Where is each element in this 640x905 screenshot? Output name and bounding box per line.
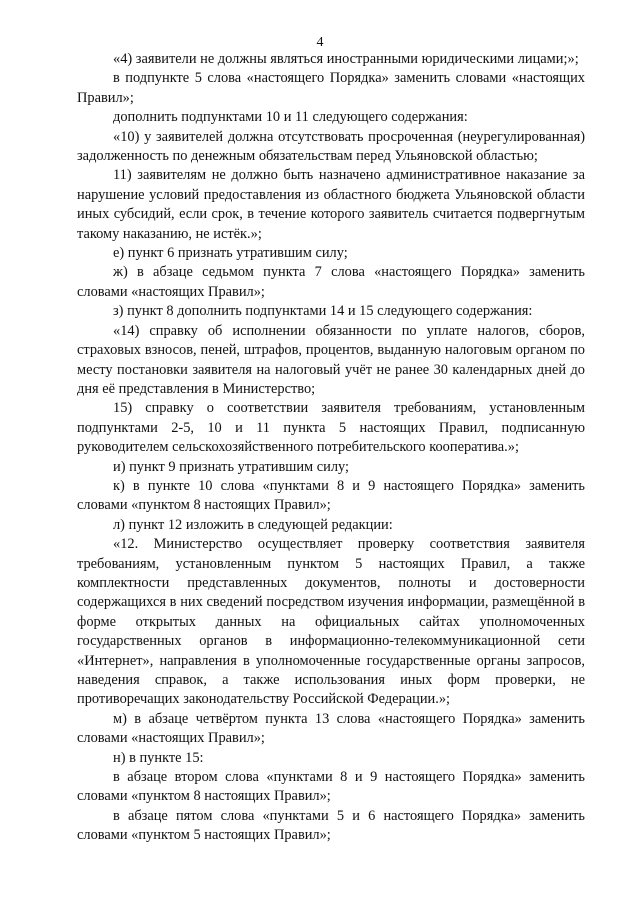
paragraph: в подпункте 5 слова «настоящего Порядка» заменить словами «настоящих Правил»; bbox=[77, 70, 585, 106]
page-number: 4 bbox=[316, 35, 324, 50]
paragraph: 11) заявителям не должно быть назначено административное наказание за нарушение условий предоставления из областного бюджета Ульяновской области иных субсидий, если срок, в течение которого заявитель считается подвергнутым такому наказанию, не истёк.»; bbox=[77, 167, 585, 242]
paragraph: «14) справку об исполнении обязанности по уплате налогов, сборов, страховых взносов, пеней, штрафов, процентов, выданную налоговым органом по месту постановки заявителя на налоговый учёт не ранее 30 календарных дней до дня её представления в Министерство; bbox=[77, 322, 585, 397]
document-body bbox=[77, 50, 585, 846]
paragraph: м) в абзаце четвёртом пункта 13 слова «настоящего Порядка» заменить словами «настоящих Правил»; bbox=[77, 710, 585, 747]
paragraph: е) пункт 6 признать утратившим силу; bbox=[113, 245, 348, 262]
paragraph: 15) справку о соответствии заявителя требованиям, установленным подпунктами 2-5, 10 и 11 пункта 5 настоящих Правил, подписанную руководителем сельскохозяйственного потребительского кооператива.»; bbox=[77, 400, 585, 456]
paragraph: н) в пункте 15: bbox=[113, 749, 204, 766]
paragraph: и) пункт 9 признать утратившим силу; bbox=[113, 458, 350, 475]
paragraph: «4) заявители не должны являться иностранными юридическими лицами;»; bbox=[113, 51, 579, 67]
paragraph: «10) у заявителей должна отсутствовать просроченная (неурегулированная) задолженность по денежным обязательствам перед Ульяновской областью; bbox=[77, 128, 585, 165]
paragraph: к) в пункте 10 слова «пунктами 8 и 9 настоящего Порядка» заменить словами «пунктом 8 настоящих Правил»; bbox=[77, 477, 585, 514]
paragraph: «12. Министерство осуществляет проверку соответствия заявителя требованиям, установленным пунктом 5 настоящих Правил, а также комплектности представленных документов, полноты и достоверности содержащихся в них сведений посредством изучения информации, размещённой в форме открытых данных на официальных сайтах уполномоченных государственных органов в информационно-телекоммуникационной сети «Интернет», направления в уполномоченные государственные органы запросов, наведения справок, а также использования иных форм проверки, не противоречащих законодательству Российской Федерации.»; bbox=[77, 536, 585, 708]
paragraph: ж) в абзаце седьмом пункта 7 слова «настоящего Порядка» заменить словами «настоящих Правил»; bbox=[77, 264, 585, 300]
paragraph: дополнить подпунктами 10 и 11 следующего содержания: bbox=[113, 109, 468, 126]
paragraph: в абзаце пятом слова «пунктами 5 и 6 настоящего Порядка» заменить словами «пунктом 5 настоящих Правил»; bbox=[77, 807, 585, 844]
paragraph: в абзаце втором слова «пунктами 8 и 9 настоящего Порядка» заменить словами «пунктом 8 настоящих Правил»; bbox=[77, 769, 585, 805]
paragraph: з) пункт 8 дополнить подпунктами 14 и 15 следующего содержания: bbox=[113, 303, 533, 320]
paragraph: л) пункт 12 изложить в следующей редакции: bbox=[113, 516, 393, 533]
